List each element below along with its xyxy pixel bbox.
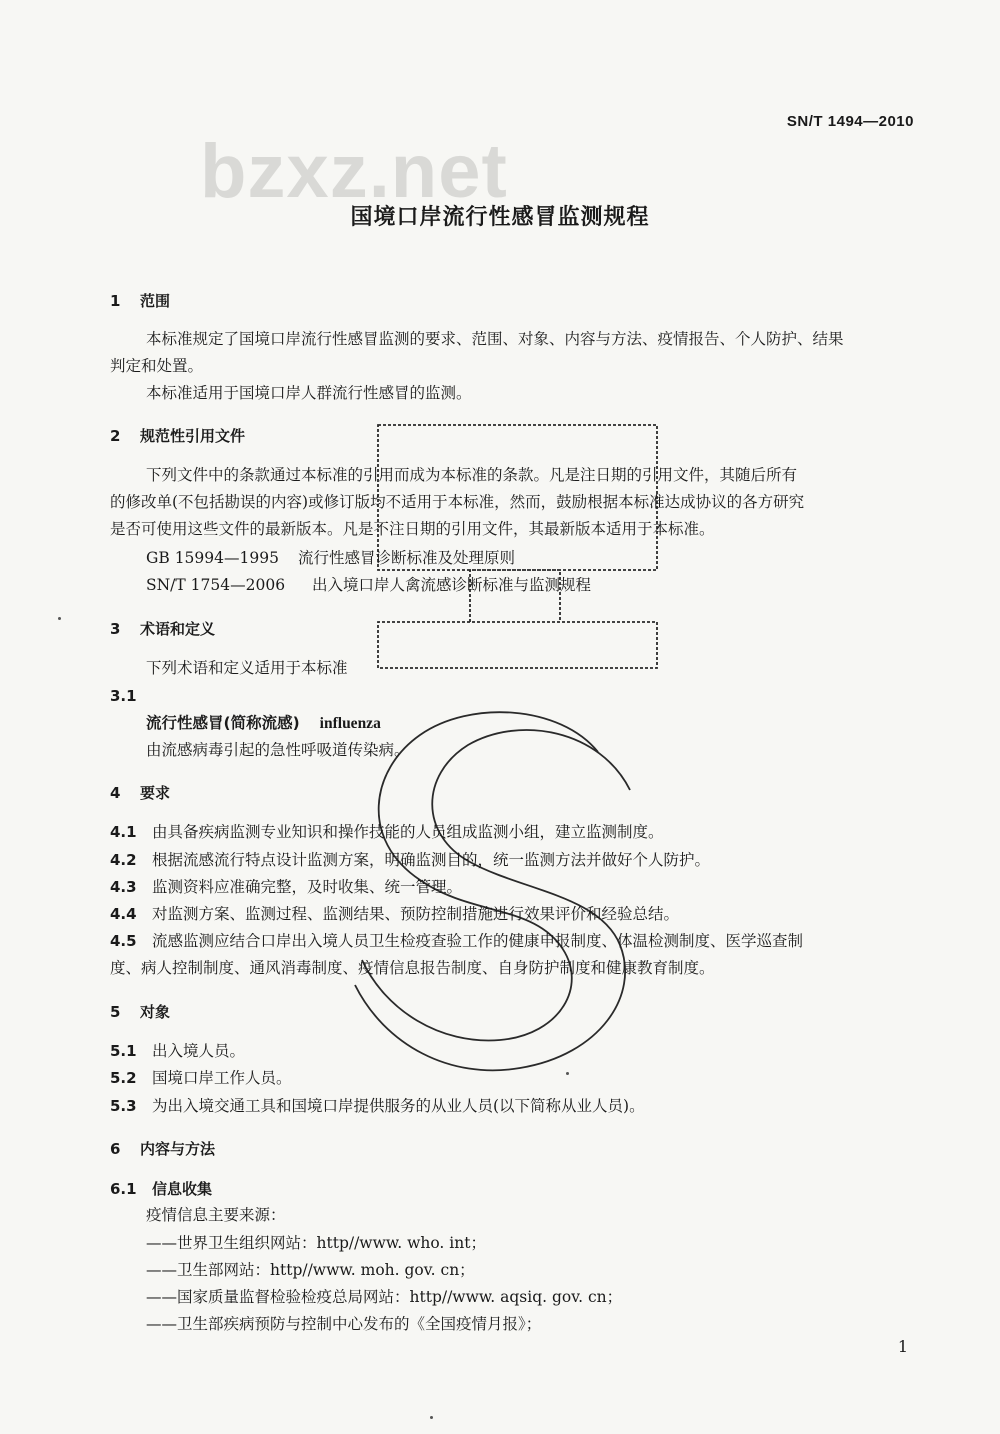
source-item: ——世界卫生组织网站：http//www. who. int；: [146, 1234, 486, 1252]
document-title: 国境口岸流行性感冒监测规程: [350, 205, 650, 230]
clause-3-1-number: 3.1: [110, 687, 137, 705]
scan-speck: [430, 1416, 433, 1419]
requirement-text: 监测资料应准确完整，及时收集、统一管理。: [152, 878, 463, 896]
subject-number: 5.1: [110, 1042, 137, 1060]
source-item: ——卫生部网站：http//www. moh. gov. cn；: [146, 1261, 475, 1279]
requirement-item-continuation: 度、病人控制制度、通风消毒制度、疫情信息报告制度、自身防护制度和健康教育制度。: [110, 959, 715, 977]
section-3-intro: 下列术语和定义适用于本标准: [146, 659, 348, 677]
section-1-number: 1: [110, 292, 121, 310]
section-3-heading: [110, 619, 215, 639]
term-definition: 由流感病毒引起的急性呼吸道传染病。: [146, 741, 410, 759]
section-2-number: 2: [110, 427, 121, 445]
section-2-para-line-3: 是否可使用这些文件的最新版本。凡是不注日期的引用文件，其最新版本适用于本标准。: [110, 520, 715, 538]
requirement-number: 4.1: [110, 823, 137, 841]
reference-item: [146, 548, 515, 568]
source-item: ——国家质量监督检验检疫总局网站：http//www. aqsiq. gov. cn；: [146, 1288, 623, 1306]
section-6-title: 内容与方法: [140, 1140, 216, 1158]
requirement-text: 由具备疾病监测专业知识和操作技能的人员组成监测小组，建立监测制度。: [152, 823, 664, 841]
standard-number: SN/T 1494—2010: [786, 113, 914, 130]
watermark-site-text: bzxz.net: [200, 129, 508, 214]
reference-name: 流行性感冒诊断标准及处理原则: [298, 549, 516, 567]
subject-text: 为出入境交通工具和国境口岸提供服务的从业人员(以下简称从业人员)。: [152, 1097, 645, 1115]
reference-code: GB 15994—1995: [146, 549, 279, 567]
requirement-number: 4.3: [110, 878, 137, 896]
requirement-number: 4.2: [110, 851, 137, 869]
subject-text: 国境口岸工作人员。: [152, 1069, 292, 1087]
scan-speck: [58, 617, 61, 620]
requirement-text: 流感监测应结合口岸出入境人员卫生检疫查验工作的健康申报制度、体温检测制度、医学巡查制: [152, 932, 804, 950]
section-6-heading: [110, 1139, 215, 1159]
source-item: ——卫生部疾病预防与控制中心发布的《全国疫情月报》；: [146, 1315, 542, 1333]
subject-number: 5.2: [110, 1069, 137, 1087]
section-2-heading: [110, 426, 245, 446]
section-3-title: 术语和定义: [140, 620, 216, 638]
sources-intro: 疫情信息主要来源：: [146, 1206, 286, 1224]
requirement-item: [110, 850, 710, 870]
section-1-para-1-line-1: 本标准规定了国境口岸流行性感冒监测的要求、范围、对象、内容与方法、疫情报告、个人防护、结果: [146, 330, 844, 348]
requirement-number: 4.4: [110, 905, 137, 923]
reference-item: [146, 575, 591, 595]
subsection-6-1-heading: [110, 1179, 212, 1199]
section-5-heading: [110, 1002, 170, 1022]
requirement-text: 根据流感流行特点设计监测方案，明确监测目的，统一监测方法并做好个人防护。: [152, 851, 711, 869]
subject-number: 5.3: [110, 1097, 137, 1115]
reference-code: SN/T 1754—2006: [146, 576, 286, 594]
term-chinese: 流行性感冒(简称流感): [146, 714, 300, 732]
section-2-para-line-1: 下列文件中的条款通过本标准的引用而成为本标准的条款。凡是注日期的引用文件，其随后所有: [146, 466, 798, 484]
requirement-text: 对监测方案、监测过程、监测结果、预防控制措施进行效果评价和经验总结。: [152, 905, 680, 923]
subject-item: [110, 1068, 292, 1088]
section-3-number: 3: [110, 620, 121, 638]
subject-item: [110, 1096, 645, 1116]
requirement-number: 4.5: [110, 932, 137, 950]
subject-text: 出入境人员。: [152, 1042, 246, 1060]
section-2-para-line-2: 的修改单(不包括勘误的内容)或修订版均不适用于本标准，然而，鼓励根据本标准达成协议的各方研究: [110, 493, 805, 511]
section-4-heading: [110, 783, 170, 803]
requirement-item: [110, 822, 664, 842]
requirement-item: [110, 904, 679, 924]
section-1-para-2: 本标准适用于国境口岸人群流行性感冒的监测。: [146, 384, 472, 402]
section-5-number: 5: [110, 1003, 121, 1021]
page-number: 1: [897, 1337, 908, 1356]
requirement-item: [110, 931, 803, 951]
reference-name: 出入境口岸人禽流感诊断标准与监测规程: [312, 576, 592, 594]
section-1-para-1-line-2: 判定和处置。: [110, 357, 204, 375]
section-6-number: 6: [110, 1140, 121, 1158]
subsection-6-1-number: 6.1: [110, 1180, 137, 1198]
subject-item: [110, 1041, 245, 1061]
section-4-title: 要求: [140, 784, 171, 802]
section-4-number: 4: [110, 784, 121, 802]
section-5-title: 对象: [140, 1003, 171, 1021]
section-1-title: 范围: [140, 292, 171, 310]
section-2-title: 规范性引用文件: [140, 427, 246, 445]
scan-speck: [566, 1072, 569, 1075]
requirement-item: [110, 877, 462, 897]
term-english: influenza: [319, 715, 381, 732]
subsection-6-1-title: 信息收集: [152, 1180, 213, 1198]
term-entry: [146, 713, 381, 734]
section-1-heading: [110, 291, 170, 311]
